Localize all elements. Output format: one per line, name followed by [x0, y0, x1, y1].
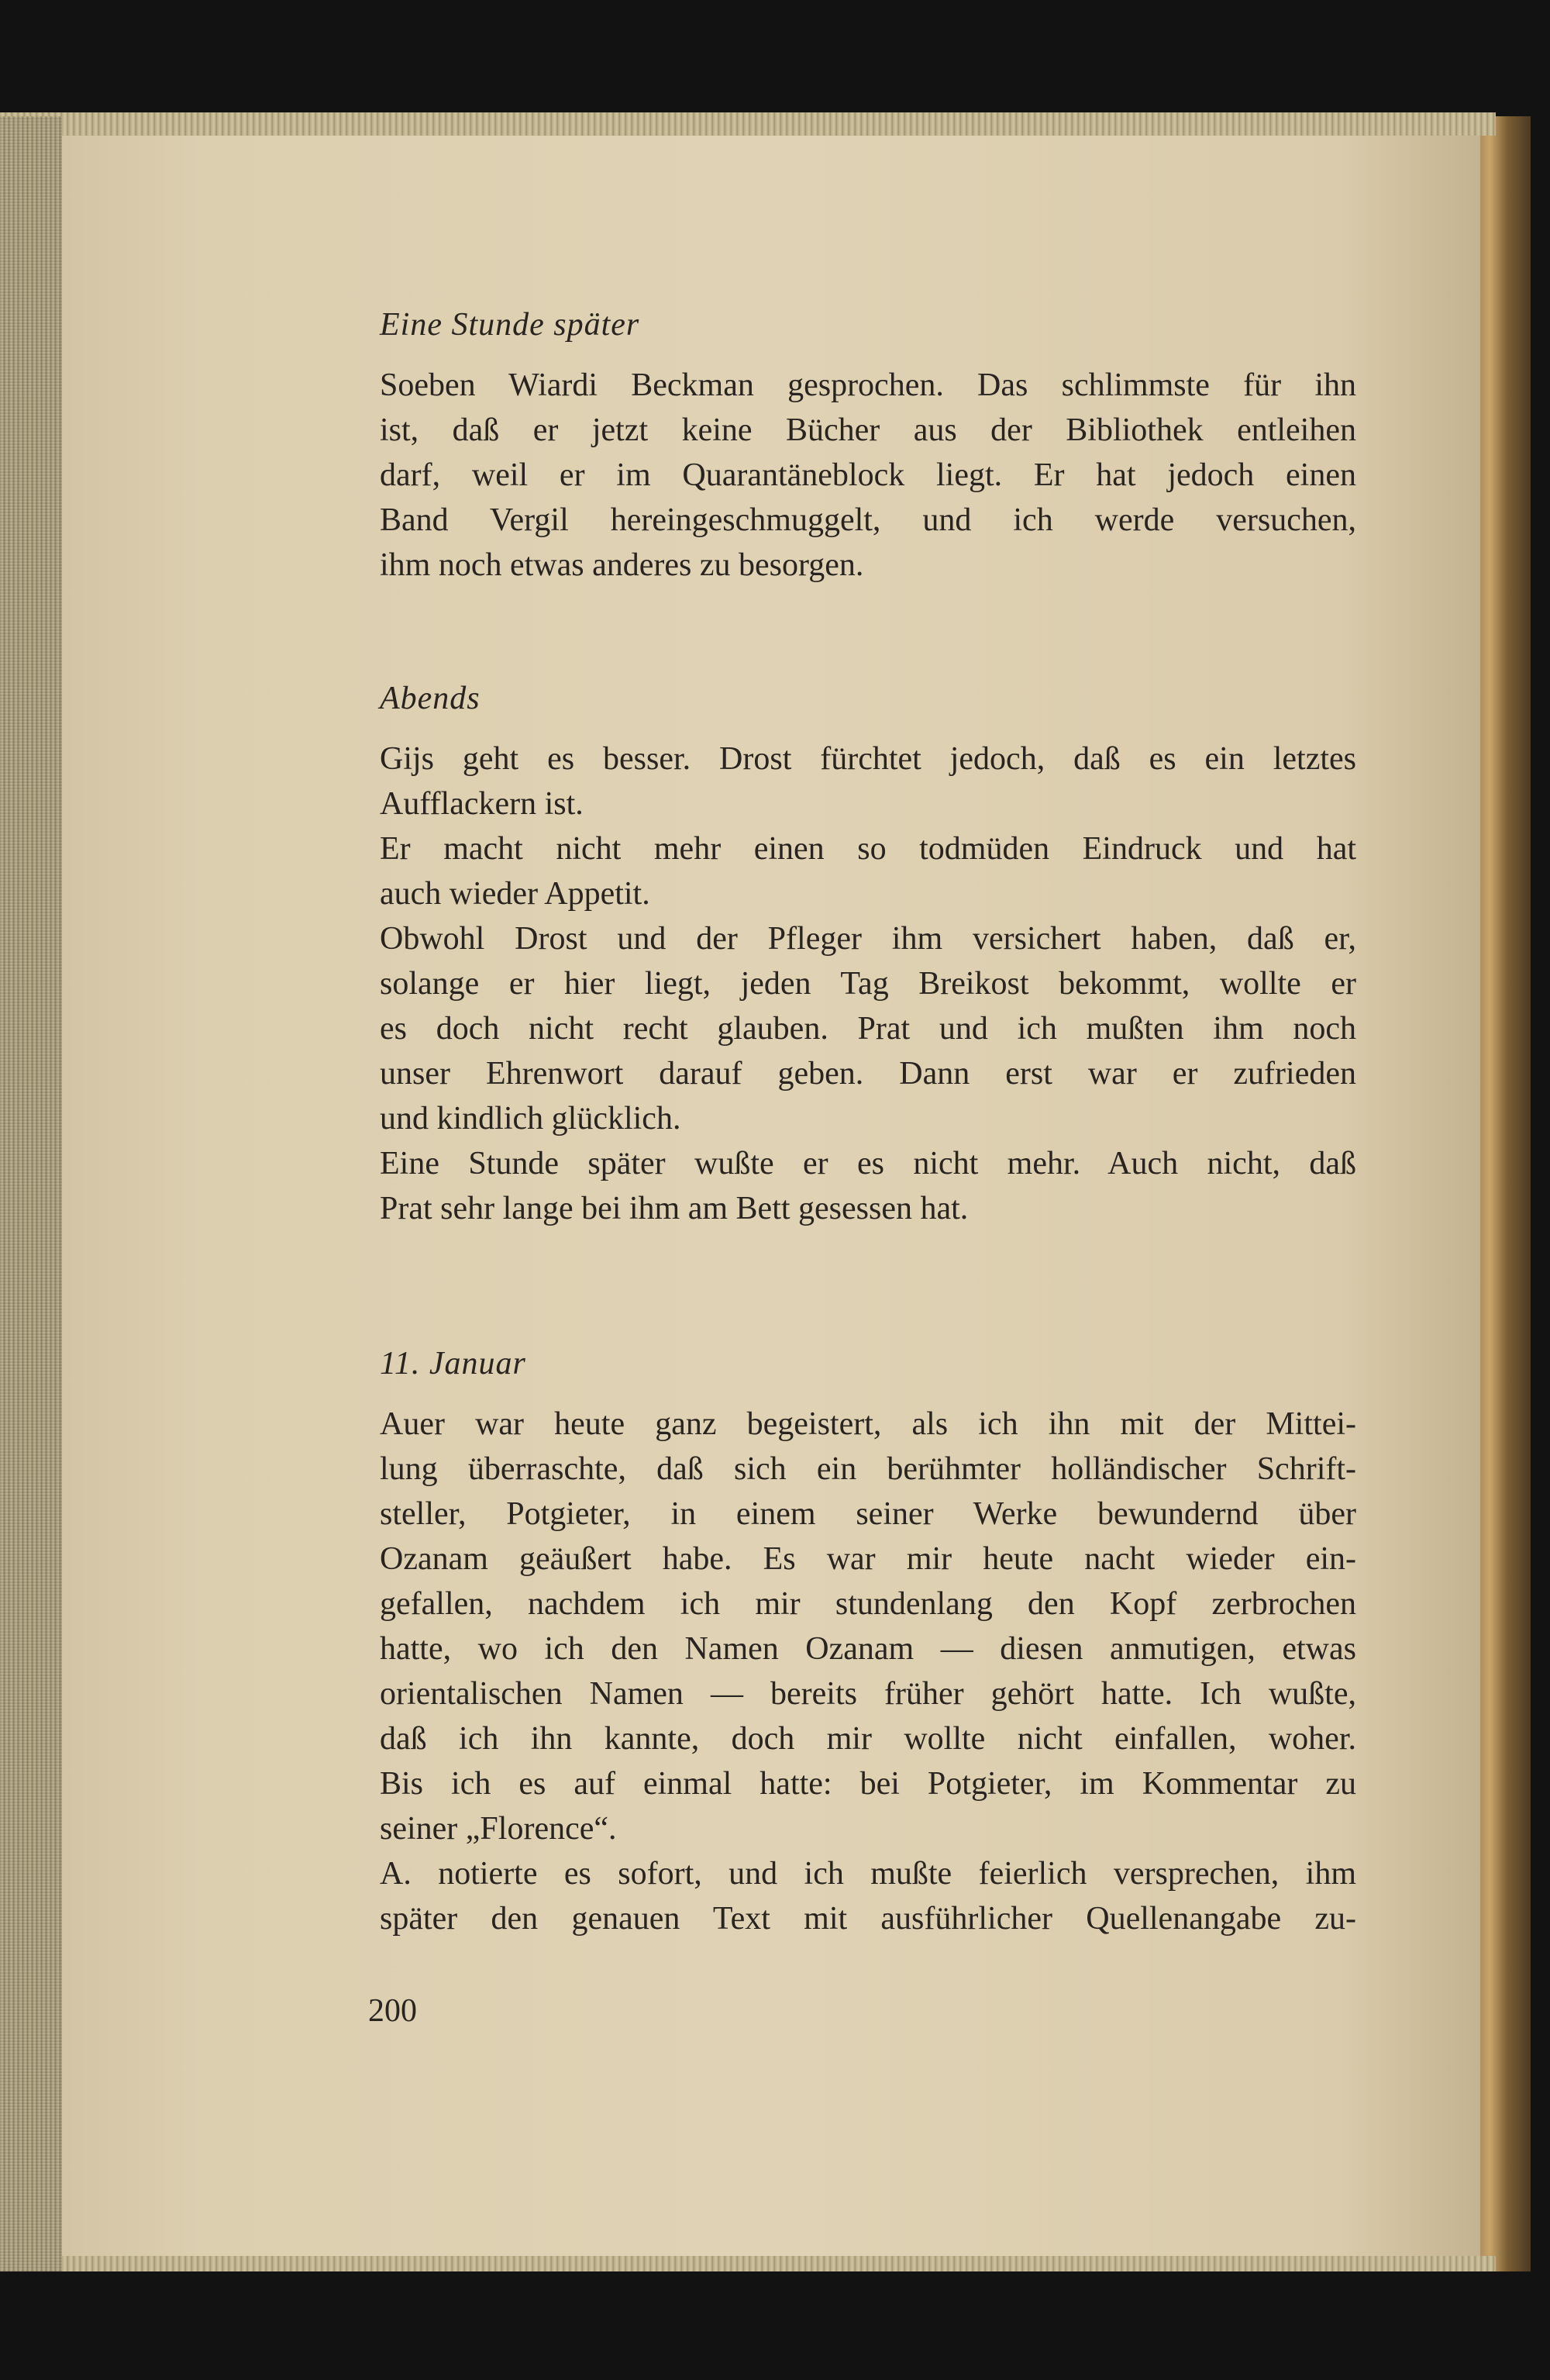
text-line: Aufflackern ist.	[380, 786, 584, 822]
text-line: später den genauen Text mit ausführlicher Quellenangabe zu-	[380, 1901, 1356, 1937]
entry-section	[380, 302, 1356, 581]
text-line: Band Vergil hereingeschmuggelt, und ich werde versuchen,	[380, 502, 1356, 538]
page-number: 200	[368, 1993, 417, 2029]
text-line: Prat sehr lange bei ihm am Bett gesessen hat.	[380, 1191, 969, 1226]
entry-section	[380, 676, 1356, 1231]
text-line: und kindlich glücklich.	[380, 1101, 681, 1137]
text-line: ist, daß er jetzt keine Bücher aus der Bibliothek entleihen	[380, 412, 1356, 448]
text-line: gefallen, nachdem ich mir stundenlang den Kopf zerbrochen	[380, 1586, 1356, 1622]
text-line: Eine Stunde später wußte er es nicht mehr. Auch nicht, daß	[380, 1146, 1356, 1181]
text-line: auch wieder Appetit.	[380, 876, 650, 912]
text-line: Er macht nicht mehr einen so todmüden Eindruck und hat	[380, 831, 1356, 867]
page-bottom-edge	[0, 2256, 1496, 2271]
text-line: Auer war heute ganz begeistert, als ich ihn mit der Mittei-	[380, 1406, 1356, 1442]
book-spine	[1472, 116, 1531, 2271]
text-line: hatte, wo ich den Namen Ozanam — diesen anmutigen, etwas	[380, 1631, 1356, 1667]
text-line: ihm noch etwas anderes zu besorgen.	[380, 547, 864, 583]
text-line: daß ich ihn kannte, doch mir wollte nicht einfallen, woher.	[380, 1721, 1356, 1757]
page-text	[380, 302, 1356, 1941]
entry-paragraph	[380, 736, 1356, 1231]
text-line: steller, Potgieter, in einem seiner Werke bewundernd über	[380, 1496, 1356, 1532]
text-line: Obwohl Drost und der Pfleger ihm versichert haben, daß er,	[380, 921, 1356, 957]
text-line: unser Ehrenwort darauf geben. Dann erst war er zufrieden	[380, 1056, 1356, 1092]
text-line: es doch nicht recht glauben. Prat und ich mußten ihm noch	[380, 1011, 1356, 1047]
text-line: lung überraschte, daß sich ein berühmter holländischer Schrift-	[380, 1451, 1356, 1487]
text-line: orientalischen Namen — bereits früher gehört hatte. Ich wußte,	[380, 1676, 1356, 1712]
text-line: Gijs geht es besser. Drost fürchtet jedoch, daß es ein letztes	[380, 741, 1356, 777]
entry-section	[380, 1341, 1356, 1941]
text-line: Soeben Wiardi Beckman gesprochen. Das schlimmste für ihn	[380, 367, 1356, 403]
text-line: seiner „Florence“.	[380, 1811, 617, 1847]
text-line: A. notierte es sofort, und ich mußte feierlich versprechen, ihm	[380, 1856, 1356, 1892]
entry-heading: 11. Januar	[380, 1346, 526, 1381]
text-line: solange er hier liegt, jeden Tag Breikost bekommt, wollte er	[380, 966, 1356, 1002]
entry-paragraph	[380, 363, 1356, 588]
entry-heading: Abends	[380, 681, 480, 716]
text-line: Bis ich es auf einmal hatte: bei Potgieter, im Kommentar zu	[380, 1766, 1356, 1802]
page-top-edge	[0, 112, 1496, 136]
entry-heading: Eine Stunde später	[380, 307, 640, 343]
text-line: darf, weil er im Quarantäneblock liegt. Er hat jedoch einen	[380, 457, 1356, 493]
text-line: Ozanam geäußert habe. Es war mir heute nacht wieder ein-	[380, 1541, 1356, 1577]
entry-paragraph	[380, 1402, 1356, 1941]
book-cover-edge	[0, 116, 62, 2271]
